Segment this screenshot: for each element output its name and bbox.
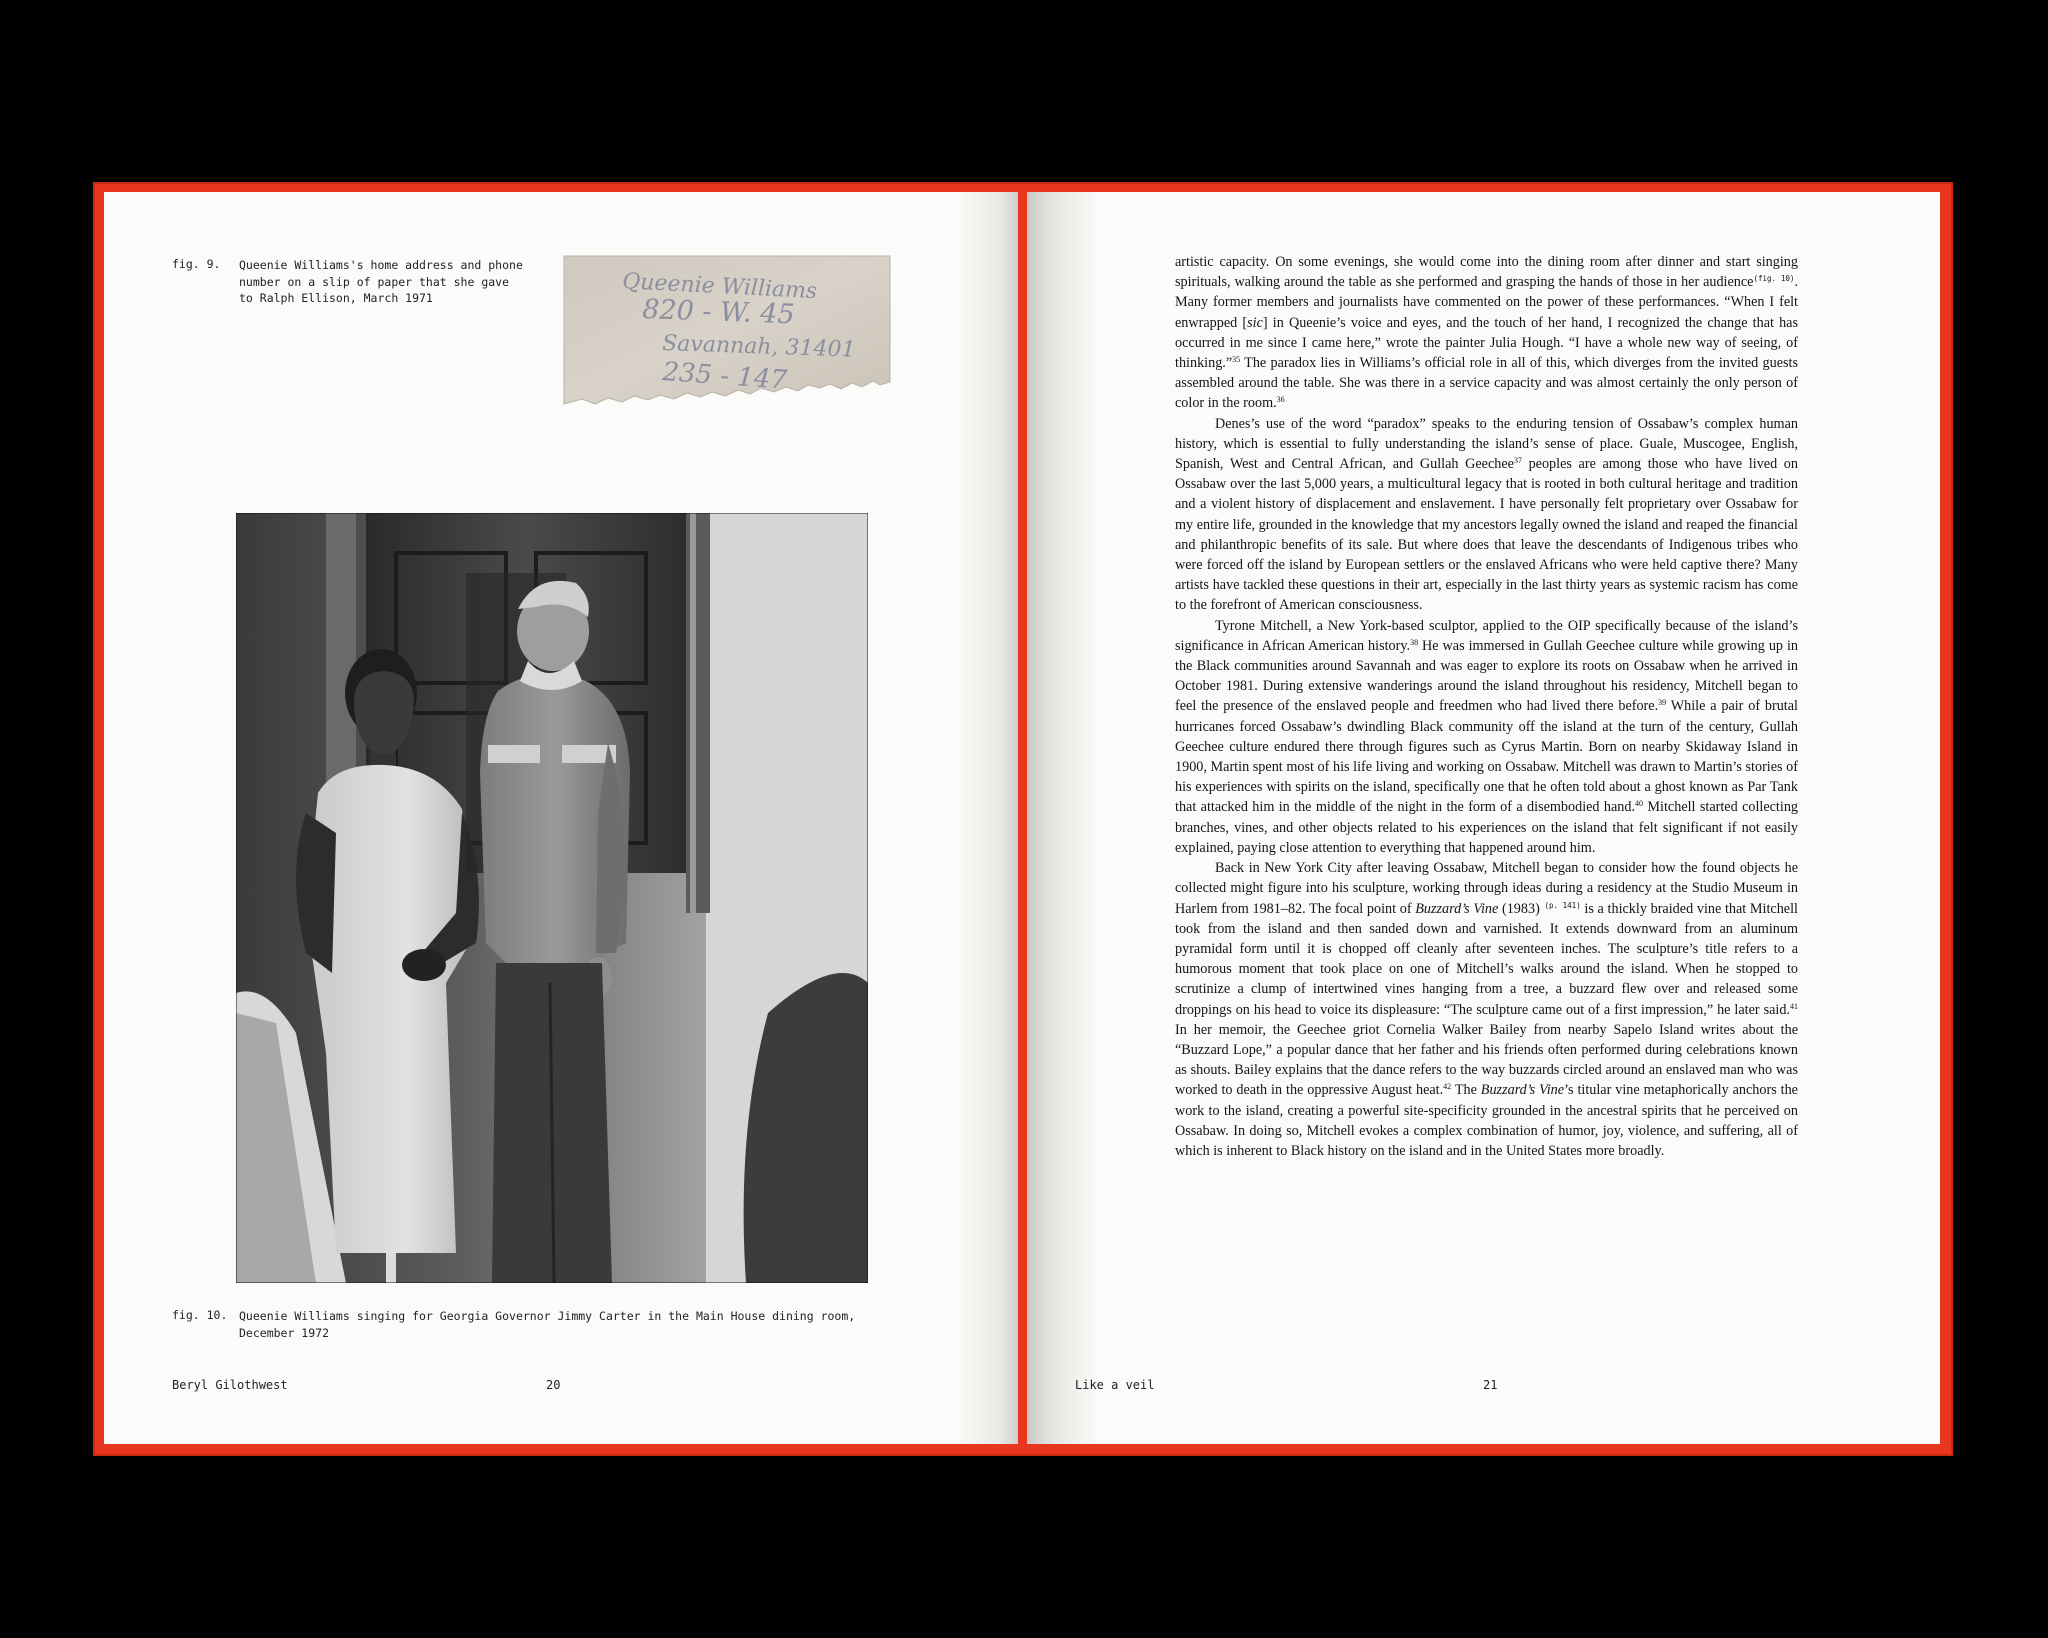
footnote-ref: 35 bbox=[1232, 355, 1241, 365]
text-run: ] in Queenie’s voice and eyes, and the touch of her hand, I recognized the change that has occurred in me since I came here,” wrote the painter Julia Hough. “I have a whole new way of seeing, of thinking.” bbox=[1175, 314, 1798, 372]
footnote-ref: 37 bbox=[1513, 456, 1522, 466]
text-run: Tyrone Mitchell, a New York-based sculptor, applied to the OIP specifically because of the island’s significance in African American history. bbox=[1175, 617, 1798, 654]
text-run: Buzzard’s Vine bbox=[1480, 1082, 1565, 1099]
handwriting-line-2: 820 - W. 45 bbox=[641, 294, 796, 331]
carter-photograph bbox=[236, 513, 868, 1283]
text-run: He was immersed in Gullah Geechee culture while growing up in the Black communities around Savannah and was eager to explore its roots on Ossabaw when he arrived in October 1981. During extensive wanderings around the island throughout his residency, Mitchell began to feel the presence of the enslaved people and freedmen who had lived there before. bbox=[1175, 637, 1798, 715]
fig10-label: fig. 10. bbox=[172, 1308, 228, 1322]
fig9-caption: Queenie Williams's home address and phone number on a slip of paper that she gave to Ralph Ellison, March 1971 bbox=[239, 258, 523, 305]
footnote-ref: 41 bbox=[1790, 1001, 1798, 1011]
text-run: artistic capacity. On some evenings, she would come into the dining room after dinner and start singing spirituals, walking around the table as she performed and grasping the hands of those in her audience bbox=[1175, 254, 1798, 291]
text-run: Back in New York City after leaving Ossabaw, Mitchell began to consider how the found objects he collected might figure into his sculpture, working through ideas during a residency at the Studio Museum in Harlem from 1981–82. The focal point of bbox=[1175, 860, 1798, 917]
text-run: is a thickly braided vine that Mitchell took from the island and then sanded down and varnished. It extends downward from an aluminum pyramidal form until it is chopped off cleanly after seventeen inches. The sculpture’s title refers to a humorous moment that took place on one of Mitchell’s walks around the island. When he stopped to scrutinize a clump of intertwined vines hanging from a tree, a buzzard flew over and released some droppings on his head to voice its displeasure: “The sculpture came out of a first impression,” he later said. bbox=[1175, 900, 1798, 1018]
footnote-ref: 38 bbox=[1410, 637, 1419, 647]
left-page bbox=[104, 192, 1018, 1444]
handwriting-line-1: Queenie Williams bbox=[621, 269, 818, 305]
fig9-label: fig. 9. bbox=[172, 257, 221, 271]
text-run: The paradox lies in Williams’s official role in all of this, which diverges from the invited guests assembled around the table. She was there in a service capacity and was almost certainly the only person of color in the room. bbox=[1175, 355, 1798, 412]
handwriting-line-4: 235 - 147 bbox=[661, 357, 788, 396]
footnote-ref: 39 bbox=[1658, 698, 1667, 708]
body-paragraph bbox=[1175, 616, 1798, 858]
right-page bbox=[1027, 192, 1940, 1444]
footnote-ref: 42 bbox=[1443, 1082, 1452, 1092]
figure-ref: (fig. 10) bbox=[1753, 274, 1795, 284]
text-run: sic bbox=[1247, 314, 1263, 331]
text-run: Mitchell started collecting branches, vines, and other objects related to his experiences on the island that felt significant if not easily explained, paying close attention to everything that happened around him. bbox=[1175, 799, 1799, 856]
figure-ref: (p. 141) bbox=[1539, 900, 1581, 910]
body-paragraph bbox=[1175, 252, 1798, 414]
text-run: ’s titular vine metaphorically anchors the work to the island, creating a powerful site-specificity grounded in the ancestral spirits that he perceived on Ossabaw. In doing so, Mitchell evokes a complex combination of humor, joy, violence, and suffering, all of which is inherent to Black history on the island and in the United States more broadly. bbox=[1175, 1082, 1798, 1159]
text-run: In her memoir, the Geechee griot Cornelia Walker Bailey from nearby Sapelo Island writes about the “Buzzard Lope,” a popular dance that her father and his friends often performed during celebrations known as shouts. Bailey explains that the dance refers to the way buzzards circled around an enslaved man who was worked to death in the oppressive August heat. bbox=[1175, 1021, 1798, 1099]
footer-author: Beryl Gilothwest bbox=[172, 1378, 288, 1392]
body-text bbox=[1175, 252, 1798, 1161]
footer-title: Like a veil bbox=[1075, 1378, 1155, 1392]
handwriting-line-3: Savannah, 31401 bbox=[661, 331, 856, 363]
footer-page-number-left: 20 bbox=[546, 1378, 561, 1392]
text-run: . Many former members and journalists have commented on the power of these performances. “When I felt enwrapped [ bbox=[1175, 274, 1798, 331]
text-run: peoples are among those who have lived on Ossabaw over the last 5,000 years, a multicultural legacy that is rooted in both cultural heritage and tradition and a violent history of displacement and enslavement. I have personally felt proprietary over Ossabaw for my entire life, grounded in the knowledge that my ancestors legally owned the island and reaped the financial and philanthropic benefits of its sale. But where does that leave the descendants of Indigenous tribes who were forced off the island by European settlers or the enslaved Africans who were held captive there? Many artists have tackled these questions in their art, especially in the last thirty years as systemic racism has come to the forefront of American consciousness. bbox=[1175, 456, 1798, 614]
address-slip-image bbox=[562, 254, 892, 406]
footnote-ref: 36 bbox=[1276, 395, 1285, 405]
text-run: Denes’s use of the word “paradox” speaks to the enduring tension of Ossabaw’s complex human history, which is essential to fully understanding the island’s sense of place. Guale, Muscogee, English, Spanish, West and Central African, and Gullah Geechee bbox=[1175, 415, 1798, 473]
text-run: While a pair of brutal hurricanes forced Ossabaw’s dwindling Black community off the island at the turn of the century, Gullah Geechee culture endured there through figures such as Cyrus Martin. Born on nearby Skidaway Island in 1900, Martin spent most of his life living and working on Ossabaw. Mitchell was drawn to Martin’s stories of his experiences with spirits on the island, specifically one that he often told about a ghost known as Par Tank that attacked him in the middle of the night in the form of a disembodied hand. bbox=[1175, 698, 1798, 816]
text-run: Buzzard’s Vine bbox=[1415, 900, 1499, 917]
text-run: The bbox=[1451, 1082, 1481, 1099]
body-paragraph bbox=[1175, 414, 1798, 616]
footnote-ref: 40 bbox=[1635, 799, 1644, 809]
fig10-caption: Queenie Williams singing for Georgia Governor Jimmy Carter in the Main House dining room, December 1972 bbox=[239, 1309, 856, 1340]
footer-page-number-right: 21 bbox=[1483, 1378, 1498, 1392]
body-paragraph bbox=[1175, 858, 1798, 1161]
text-run: (1983) bbox=[1498, 900, 1540, 917]
